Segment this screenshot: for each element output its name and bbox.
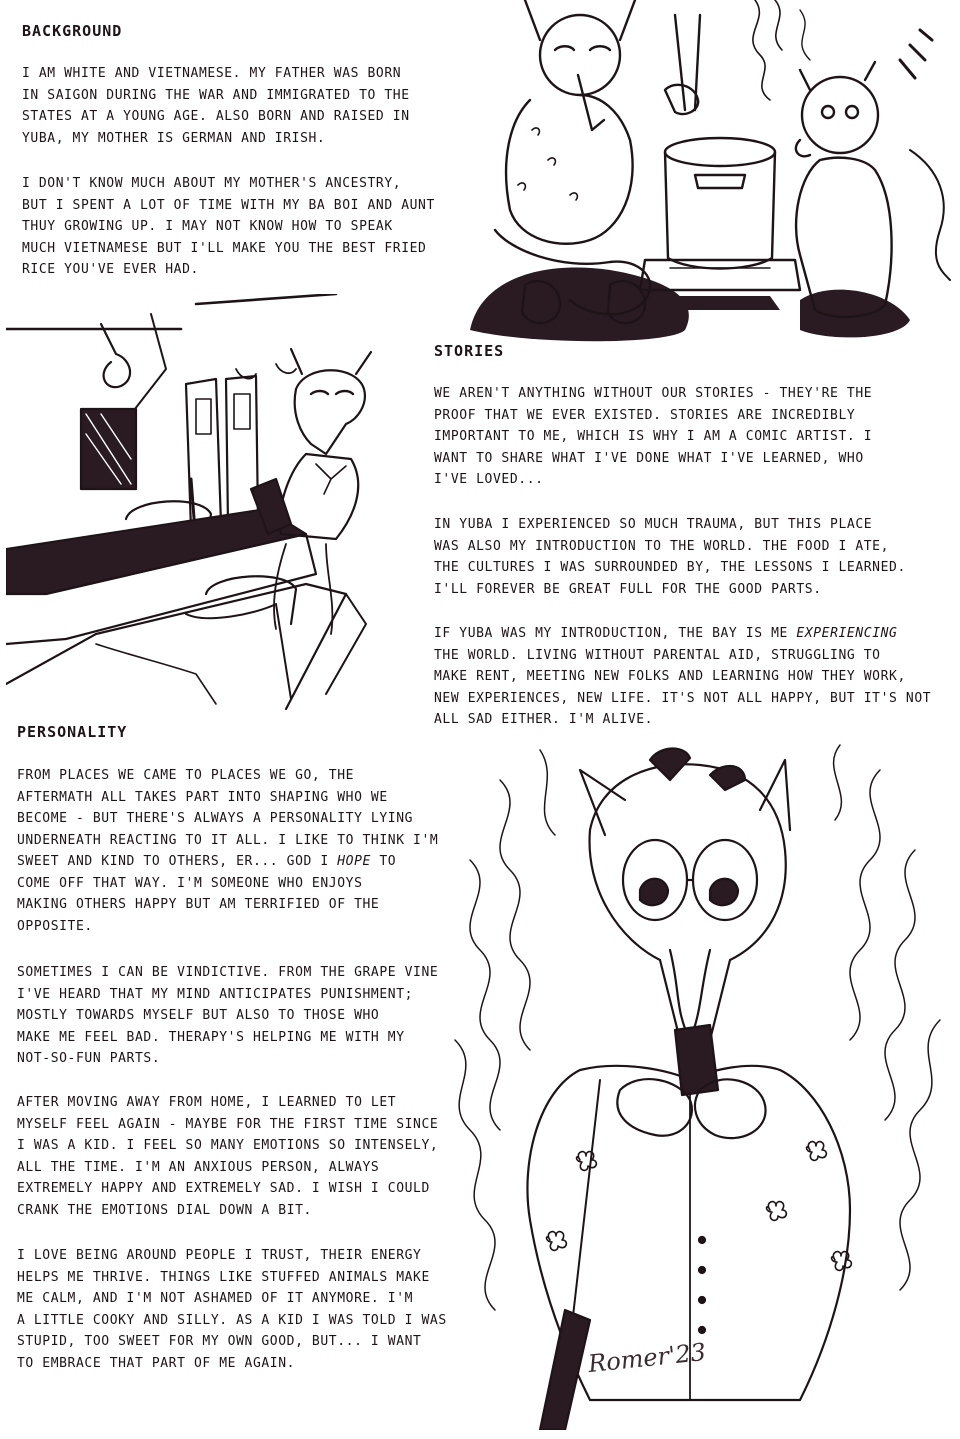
text-line: A LITTLE COOKY AND SILLY. AS A KID I WAS TOLD I WAS [17,1312,447,1328]
text-line: MYSELF FEEL AGAIN - MAYBE FOR THE FIRST TIME SINCE [17,1116,439,1132]
text-line: I'VE HEARD THAT MY MIND ANTICIPATES PUNISHMENT; [17,986,414,1002]
text-line: MUCH VIETNAMESE BUT I'LL MAKE YOU THE BEST FRIED [22,240,427,256]
personality-paragraph-2 [17,962,438,1070]
text-line: I'VE LOVED... [434,472,544,487]
background-heading: BACKGROUND [22,22,123,40]
emphasis-text: HOPE [337,854,371,869]
stories-paragraph-2 [434,514,906,600]
text-line: I WAS A KID. I FEEL SO MANY EMOTIONS SO INTENSELY, [17,1138,439,1153]
text-line: STUPID, TOO SWEET FOR MY OWN GOOD, BUT... I WANT [17,1334,422,1349]
background-paragraph-2 [22,173,435,281]
text-line: AFTER MOVING AWAY FROM HOME, I LEARNED TO LET [17,1095,397,1110]
train-illustration [6,294,426,710]
text-line: RICE YOU'VE EVER HAD. [22,262,199,277]
text-line: THE CULTURES I WAS SURROUNDED BY, THE LESSONS I LEARNED. [434,560,906,575]
personality-paragraph-3 [17,1092,438,1221]
text-line: WE AREN'T ANYTHING WITHOUT OUR STORIES - THEY'RE THE [434,386,873,401]
text-line: HELPS ME THRIVE. THINGS LIKE STUFFED ANIMALS MAKE [17,1269,430,1285]
text-line: THE WORLD. LIVING WITHOUT PARENTAL AID, STRUGGLING TO [434,647,881,663]
text-fragment: IF YUBA WAS MY INTRODUCTION, THE BAY IS ME [434,626,797,641]
background-paragraph-1 [22,63,410,149]
portrait-illustration [440,740,955,1430]
text-line: OPPOSITE. [17,918,93,934]
personality-heading: PERSONALITY [17,723,128,741]
text-line: I AM WHITE AND VIETNAMESE. MY FATHER WAS BORN [22,66,402,81]
text-line: NEW EXPERIENCES, NEW LIFE. IT'S NOT ALL HAPPY, BUT IT'S NOT [434,690,932,706]
text-line: EXTREMELY HAPPY AND EXTREMELY SAD. I WISH I COULD [17,1181,430,1196]
text-line: IN YUBA I EXPERIENCED SO MUCH TRAUMA, BUT THIS PLACE [434,517,873,532]
text-line: SOMETIMES I CAN BE VINDICTIVE. FROM THE GRAPE VINE [17,965,439,980]
text-line: MOSTLY TOWARDS MYSELF BUT ALSO TO THOSE WHO [17,1008,380,1023]
text-line: ALL SAD EITHER. I'M ALIVE. [434,712,654,727]
text-line: I LOVE BEING AROUND PEOPLE I TRUST, THEIR ENERGY [17,1248,422,1263]
text-line: ME CALM, AND I'M NOT ASHAMED OF IT ANYMORE. I'M [17,1291,414,1306]
stories-paragraph-1 [434,383,872,491]
text-line: I'LL FOREVER BE GREAT FULL FOR THE GOOD PARTS. [434,581,822,597]
text-line: CRANK THE EMOTIONS DIAL DOWN A BIT. [17,1202,312,1218]
text-line: TO EMBRACE THAT PART OF ME AGAIN. [17,1355,296,1371]
personality-paragraph-1 [17,765,438,937]
text-line: STATES AT A YOUNG AGE. ALSO BORN AND RAISED IN [22,109,410,124]
text-line: BUT I SPENT A LOT OF TIME WITH MY BA BOI AND AUNT [22,197,435,213]
text-line: IN SAIGON DURING THE WAR AND IMMIGRATED TO THE [22,87,410,103]
text-line: AFTERMATH ALL TAKES PART INTO SHAPING WHO WE [17,789,388,805]
text-line: NOT-SO-FUN PARTS. [17,1051,161,1066]
text-line: WAS ALSO MY INTRODUCTION TO THE WORLD. THE FOOD I ATE, [434,538,890,554]
artist-signature: Romer'23 [586,1337,708,1379]
text-line: YUBA, MY MOTHER IS GERMAN AND IRISH. [22,130,326,146]
text-line: COME OFF THAT WAY. I'M SOMEONE WHO ENJOYS [17,875,363,891]
text-line: FROM PLACES WE CAME TO PLACES WE GO, THE [17,768,355,783]
text-fragment: SWEET AND KIND TO OTHERS, ER... GOD I [17,854,338,869]
text-line: ALL THE TIME. I'M AN ANXIOUS PERSON, ALWAYS [17,1159,380,1175]
text-line: THUY GROWING UP. I MAY NOT KNOW HOW TO SPEAK [22,219,393,234]
text-line: WANT TO SHARE WHAT I'VE DONE WHAT I'VE LEARNED, WHO [434,450,864,466]
cooking-illustration [470,0,960,345]
text-line: PROOF THAT WE EVER EXISTED. STORIES ARE INCREDIBLY [434,407,856,423]
text-line: IMPORTANT TO ME, WHICH IS WHY I AM A COMIC ARTIST. I [434,429,873,444]
personality-paragraph-4 [17,1245,447,1374]
text-line [17,851,438,873]
stories-paragraph-3 [434,623,931,731]
text-line [434,623,931,645]
text-line: MAKE ME FEEL BAD. THERAPY'S HELPING ME WITH MY [17,1029,405,1045]
text-fragment: TO [370,854,397,869]
stories-heading: STORIES [434,342,505,360]
text-line: I DON'T KNOW MUCH ABOUT MY MOTHER'S ANCESTRY, [22,176,402,191]
emphasis-text: EXPERIENCING [796,626,898,641]
text-line: UNDERNEATH REACTING TO IT ALL. I LIKE TO THINK I'M [17,832,439,848]
text-line: MAKE RENT, MEETING NEW FOLKS AND LEARNING HOW THEY WORK, [434,669,906,684]
text-line: MAKING OTHERS HAPPY BUT AM TERRIFIED OF THE [17,897,380,912]
text-line: BECOME - BUT THERE'S ALWAYS A PERSONALITY LYING [17,811,414,826]
